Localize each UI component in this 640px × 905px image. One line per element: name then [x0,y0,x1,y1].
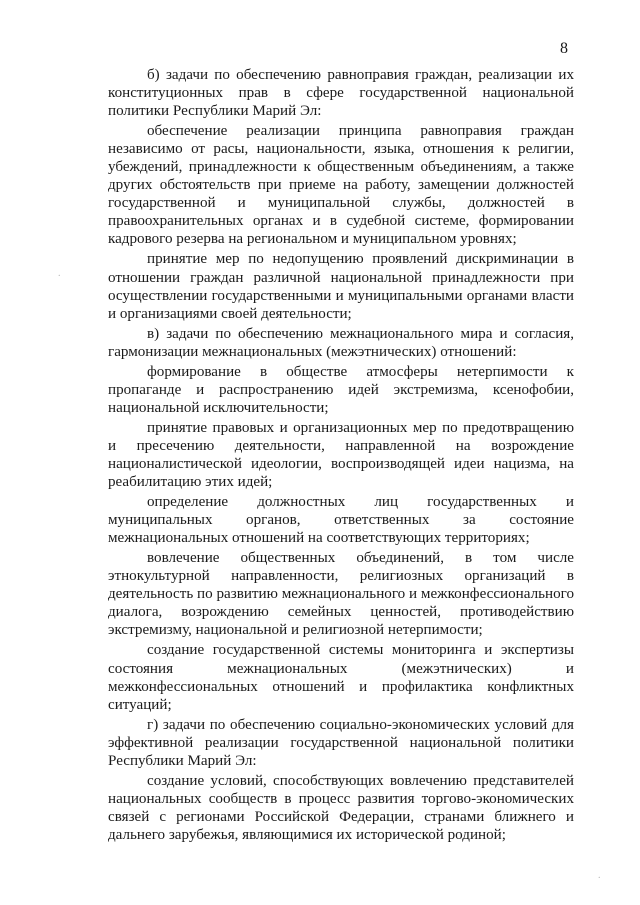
paragraph-monitoring-system: создание государственной системы мониторинга и экспертизы состояния межнациональных (межэтнических) и межконфессиональных отношений и профилактика конфликтных ситуаций; [108,642,574,713]
paragraph-task-g: г) задачи по обеспечению социально-экономических условий для эффективной реализации государственной национальной политики Республики Марий Эл: [108,716,574,769]
scan-speck: . [58,268,61,279]
paragraph-intolerance-atmosphere: формирование в обществе атмосферы нетерпимости к пропаганде и распространению идей экстремизма, ксенофобии, национальной исключительности; [108,363,574,416]
paragraph-task-b: б) задачи по обеспечению равноправия граждан, реализации их конституционных прав в сфере государственной национальной политики Республики Марий Эл: [108,67,574,120]
paragraph-trade-economic-ties: создание условий, способствующих вовлечению представителей национальных сообществ в процесс развития торгово-экономических связей с регионами Российской Федерации, странами ближнего и дальнего зарубежья, являющимися их исторической родиной; [108,772,574,843]
paragraph-public-associations: вовлечение общественных объединений, в том числе этнокультурной направленности, религиозных организаций в деятельность по развитию межнационального и межконфессионального диалога, возрождению семейных ценностей, противодействию экстремизму, национальной и религиозной нетерпимости; [108,550,574,639]
paragraph-responsible-officials: определение должностных лиц государственных и муниципальных органов, ответственных за состояние межнациональных отношений на соответствующих территориях; [108,494,574,547]
paragraph-equality-principle: обеспечение реализации принципа равноправия граждан независимо от расы, национальности, языка, отношения к религии, убеждений, принадлежности к общественным объединениям, а также других обстоятельств при приеме на работу, замещении должностей государственной и муниципальной службы, должностей в правоохранительных органах и в судебной системе, формировании кадрового резерва на региональном и муниципальном уровнях; [108,123,574,248]
paragraph-task-v: в) задачи по обеспечению межнационального мира и согласия, гармонизации межнациональных (межэтнических) отношений: [108,325,574,360]
document-body [108,66,574,846]
paragraph-legal-measures: принятие правовых и организационных мер по предотвращению и пресечению деятельности, направленной на возрождение националистической идеологии, воспроизводящей идеи нацизма, на реабилитацию этих идей; [108,419,574,491]
paragraph-anti-discrimination: принятие мер по недопущению проявлений дискриминации в отношении граждан различной национальной принадлежности при осуществлении государственными и муниципальными органами власти и организациями своей деятельности; [108,251,574,322]
scan-speck: . [598,870,601,881]
page-number: 8 [560,40,568,57]
